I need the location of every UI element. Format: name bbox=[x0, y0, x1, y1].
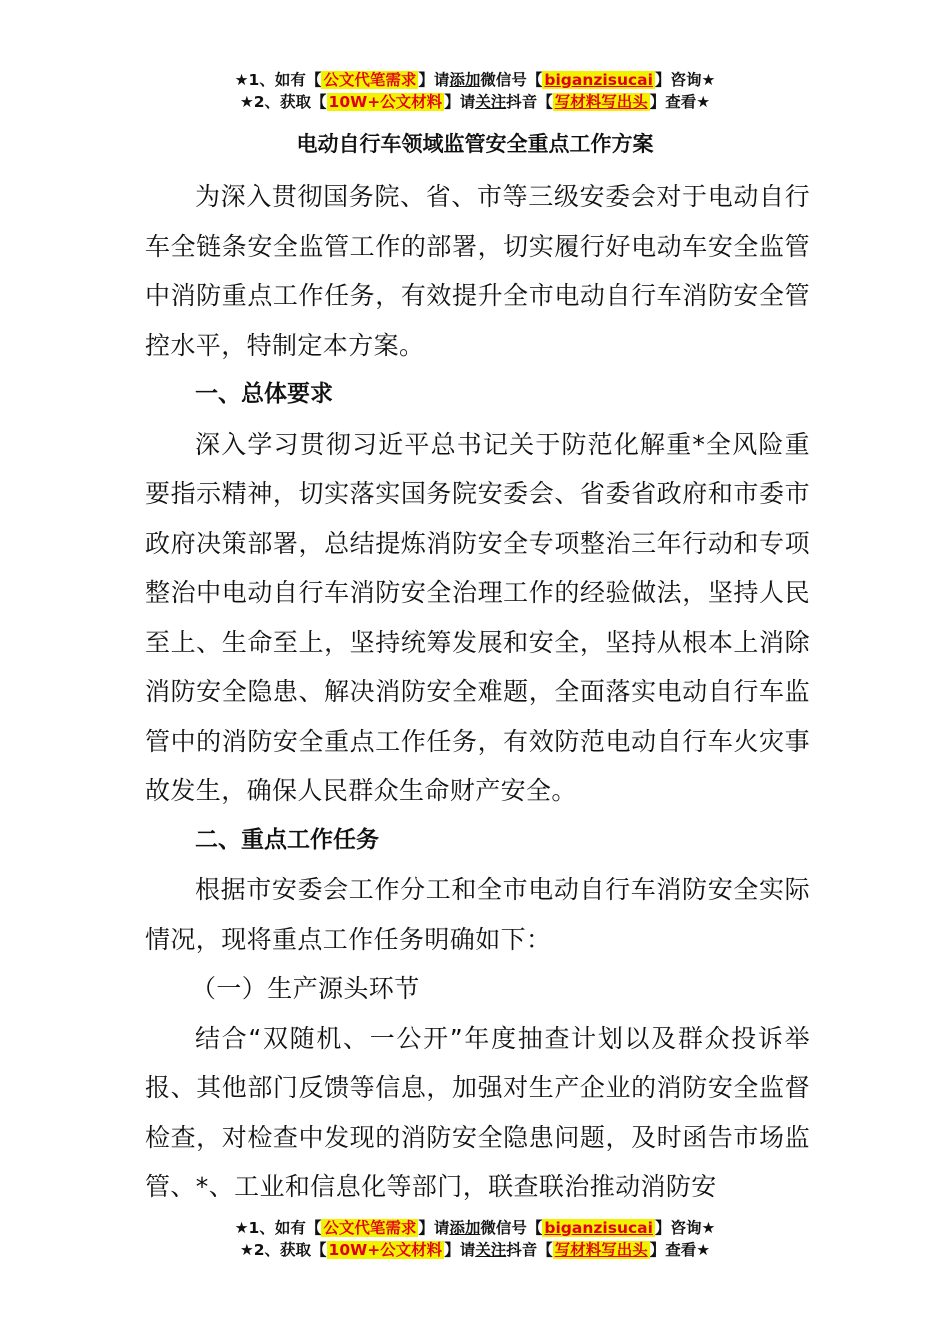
promo-text: 】请 bbox=[444, 1241, 476, 1259]
promo-highlight: 10W+公文材料 bbox=[328, 1241, 443, 1259]
promo-text: 】请 bbox=[444, 93, 476, 111]
intro-paragraph: 为深入贯彻国务院、省、市等三级安委会对于电动自行车全链条安全监管工作的部署，切实履行好电动车安全监管中消防重点工作任务，有效提升全市电动自行车消防安全管控水平，特制定本方案。 bbox=[145, 182, 810, 360]
promo-wechat-id: biganzisucai bbox=[544, 1219, 653, 1237]
promo-highlight: 10W+公文材料 bbox=[328, 93, 443, 111]
promo-emphasis: 关注 bbox=[475, 1241, 507, 1259]
promo-text: 】咨询★ bbox=[654, 71, 716, 89]
promo-text: 】查看★ bbox=[649, 1241, 711, 1259]
promo-text: 抖音【 bbox=[506, 1241, 553, 1259]
promo-wechat-id: biganzisucai bbox=[544, 71, 653, 89]
promo-douyin-id: 写材料写出头 bbox=[554, 93, 648, 111]
section2-paragraph: 根据市安委会工作分工和全市电动自行车消防安全实际情况，现将重点工作任务明确如下： bbox=[145, 875, 810, 954]
promo-highlight: 公文代笔需求 bbox=[323, 1219, 417, 1237]
promo-banner-bottom bbox=[0, 1217, 950, 1261]
promo-banner-top bbox=[0, 69, 950, 113]
promo-text: ★2、获取【 bbox=[239, 1241, 327, 1259]
promo-line-1 bbox=[0, 1217, 950, 1239]
promo-line-1 bbox=[0, 69, 950, 91]
promo-text: 】咨询★ bbox=[654, 1219, 716, 1237]
promo-text: 抖音【 bbox=[506, 93, 553, 111]
promo-text: ★1、如有【 bbox=[234, 71, 322, 89]
subsection-heading-production-source: （一）生产源头环节 bbox=[191, 974, 420, 1003]
section1-paragraph: 深入学习贯彻习近平总书记关于防范化解重*全风险重要指示精神，切实落实国务院安委会、省委省政府和市委市政府决策部署，总结提炼消防安全专项整治三年行动和专项整治中电动自行车消防安全治理工作的经验做法，坚持人民至上、生命至上，坚持统筹发展和安全，坚持从根本上消除消防安全隐患、解决消防安全难题，全面落实电动自行车监管中的消防安全重点工作任务，有效防范电动自行车火灾事故发生，确保人民群众生命财产安全。 bbox=[145, 429, 810, 805]
promo-douyin-id: 写材料写出头 bbox=[554, 1241, 648, 1259]
promo-line-2 bbox=[0, 91, 950, 113]
document-body bbox=[145, 172, 810, 1212]
promo-text: ★2、获取【 bbox=[239, 93, 327, 111]
promo-text: ★1、如有【 bbox=[234, 1219, 322, 1237]
promo-text: 微信号【 bbox=[480, 1219, 543, 1237]
promo-text: 】请 bbox=[418, 1219, 450, 1237]
section-heading-overall-requirements: 一、总体要求 bbox=[195, 381, 333, 407]
promo-emphasis: 添加 bbox=[449, 1219, 481, 1237]
promo-emphasis: 添加 bbox=[449, 71, 481, 89]
promo-emphasis: 关注 bbox=[475, 93, 507, 111]
section-heading-key-tasks: 二、重点工作任务 bbox=[195, 826, 379, 853]
document-title: 电动自行车领域监管安全重点工作方案 bbox=[296, 132, 654, 156]
promo-text: 】请 bbox=[418, 71, 450, 89]
subsection1-paragraph: 结合“双随机、一公开”年度抽查计划以及群众投诉举报、其他部门反馈等信息，加强对生产企业的消防安全监督检查，对检查中发现的消防安全隐患问题，及时函告市场监管、*、工业和信息化等部门，联查联治推动消防安 bbox=[145, 1023, 810, 1201]
promo-text: 】查看★ bbox=[649, 93, 711, 111]
promo-highlight: 公文代笔需求 bbox=[323, 71, 417, 89]
promo-text: 微信号【 bbox=[480, 71, 543, 89]
promo-line-2 bbox=[0, 1239, 950, 1261]
